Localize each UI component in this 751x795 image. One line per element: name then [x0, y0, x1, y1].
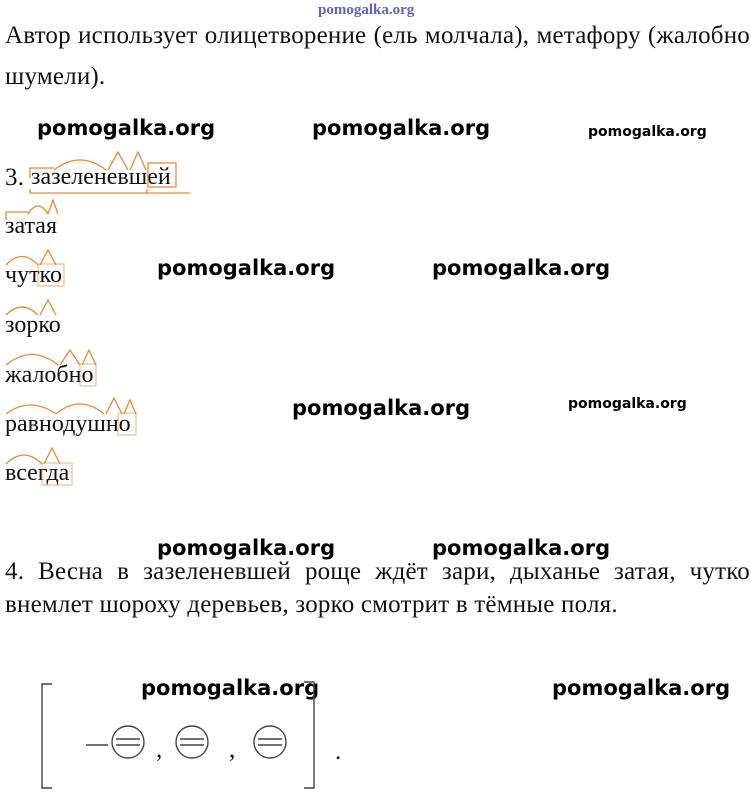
word-6: равнодушно — [5, 411, 131, 437]
word-5: жалобно — [5, 362, 94, 388]
scheme-comma: , — [156, 736, 163, 763]
watermark: pomogalka.org — [292, 396, 471, 420]
watermark: pomogalka.org — [588, 124, 707, 140]
watermark: pomogalka.org — [312, 116, 491, 140]
scheme-period: . — [335, 738, 342, 765]
participle-circle — [254, 726, 286, 758]
word-4: зорко — [5, 312, 61, 338]
task4-line-2: внемлет шороху деревьев, зорко смотрит в тёмные поля. — [5, 591, 618, 618]
watermark: pomogalka.org — [157, 256, 336, 280]
watermark: pomogalka.org — [432, 256, 611, 280]
participle-circle — [176, 726, 208, 758]
left-bracket — [42, 684, 52, 788]
watermark: pomogalka.org — [568, 396, 687, 412]
watermark: pomogalka.org — [37, 116, 216, 140]
word-3: чутко — [5, 262, 62, 288]
word-1: зазеленевшей — [31, 164, 171, 190]
word-2: затая — [5, 213, 57, 239]
word-7: всегда — [5, 460, 70, 486]
paragraph-line-2: шумели). — [5, 63, 106, 90]
participle-circle — [112, 726, 144, 758]
paragraph-line-1: Автор использует олицетворение (ель молчала), метафору (жалобно — [5, 22, 750, 49]
task4-line-1: 4. Весна в зазеленевшей роще ждёт зари, дыханье затая, чутко — [5, 558, 750, 585]
watermark: pomogalka.org — [432, 536, 611, 560]
task3-number: 3. — [5, 164, 25, 191]
top-watermark[interactable]: pomogalka.org — [318, 2, 415, 18]
watermark: pomogalka.org — [141, 676, 320, 700]
scheme-comma: , — [229, 736, 236, 763]
right-bracket — [304, 682, 314, 788]
watermark: pomogalka.org — [552, 676, 731, 700]
watermark: pomogalka.org — [157, 536, 336, 560]
